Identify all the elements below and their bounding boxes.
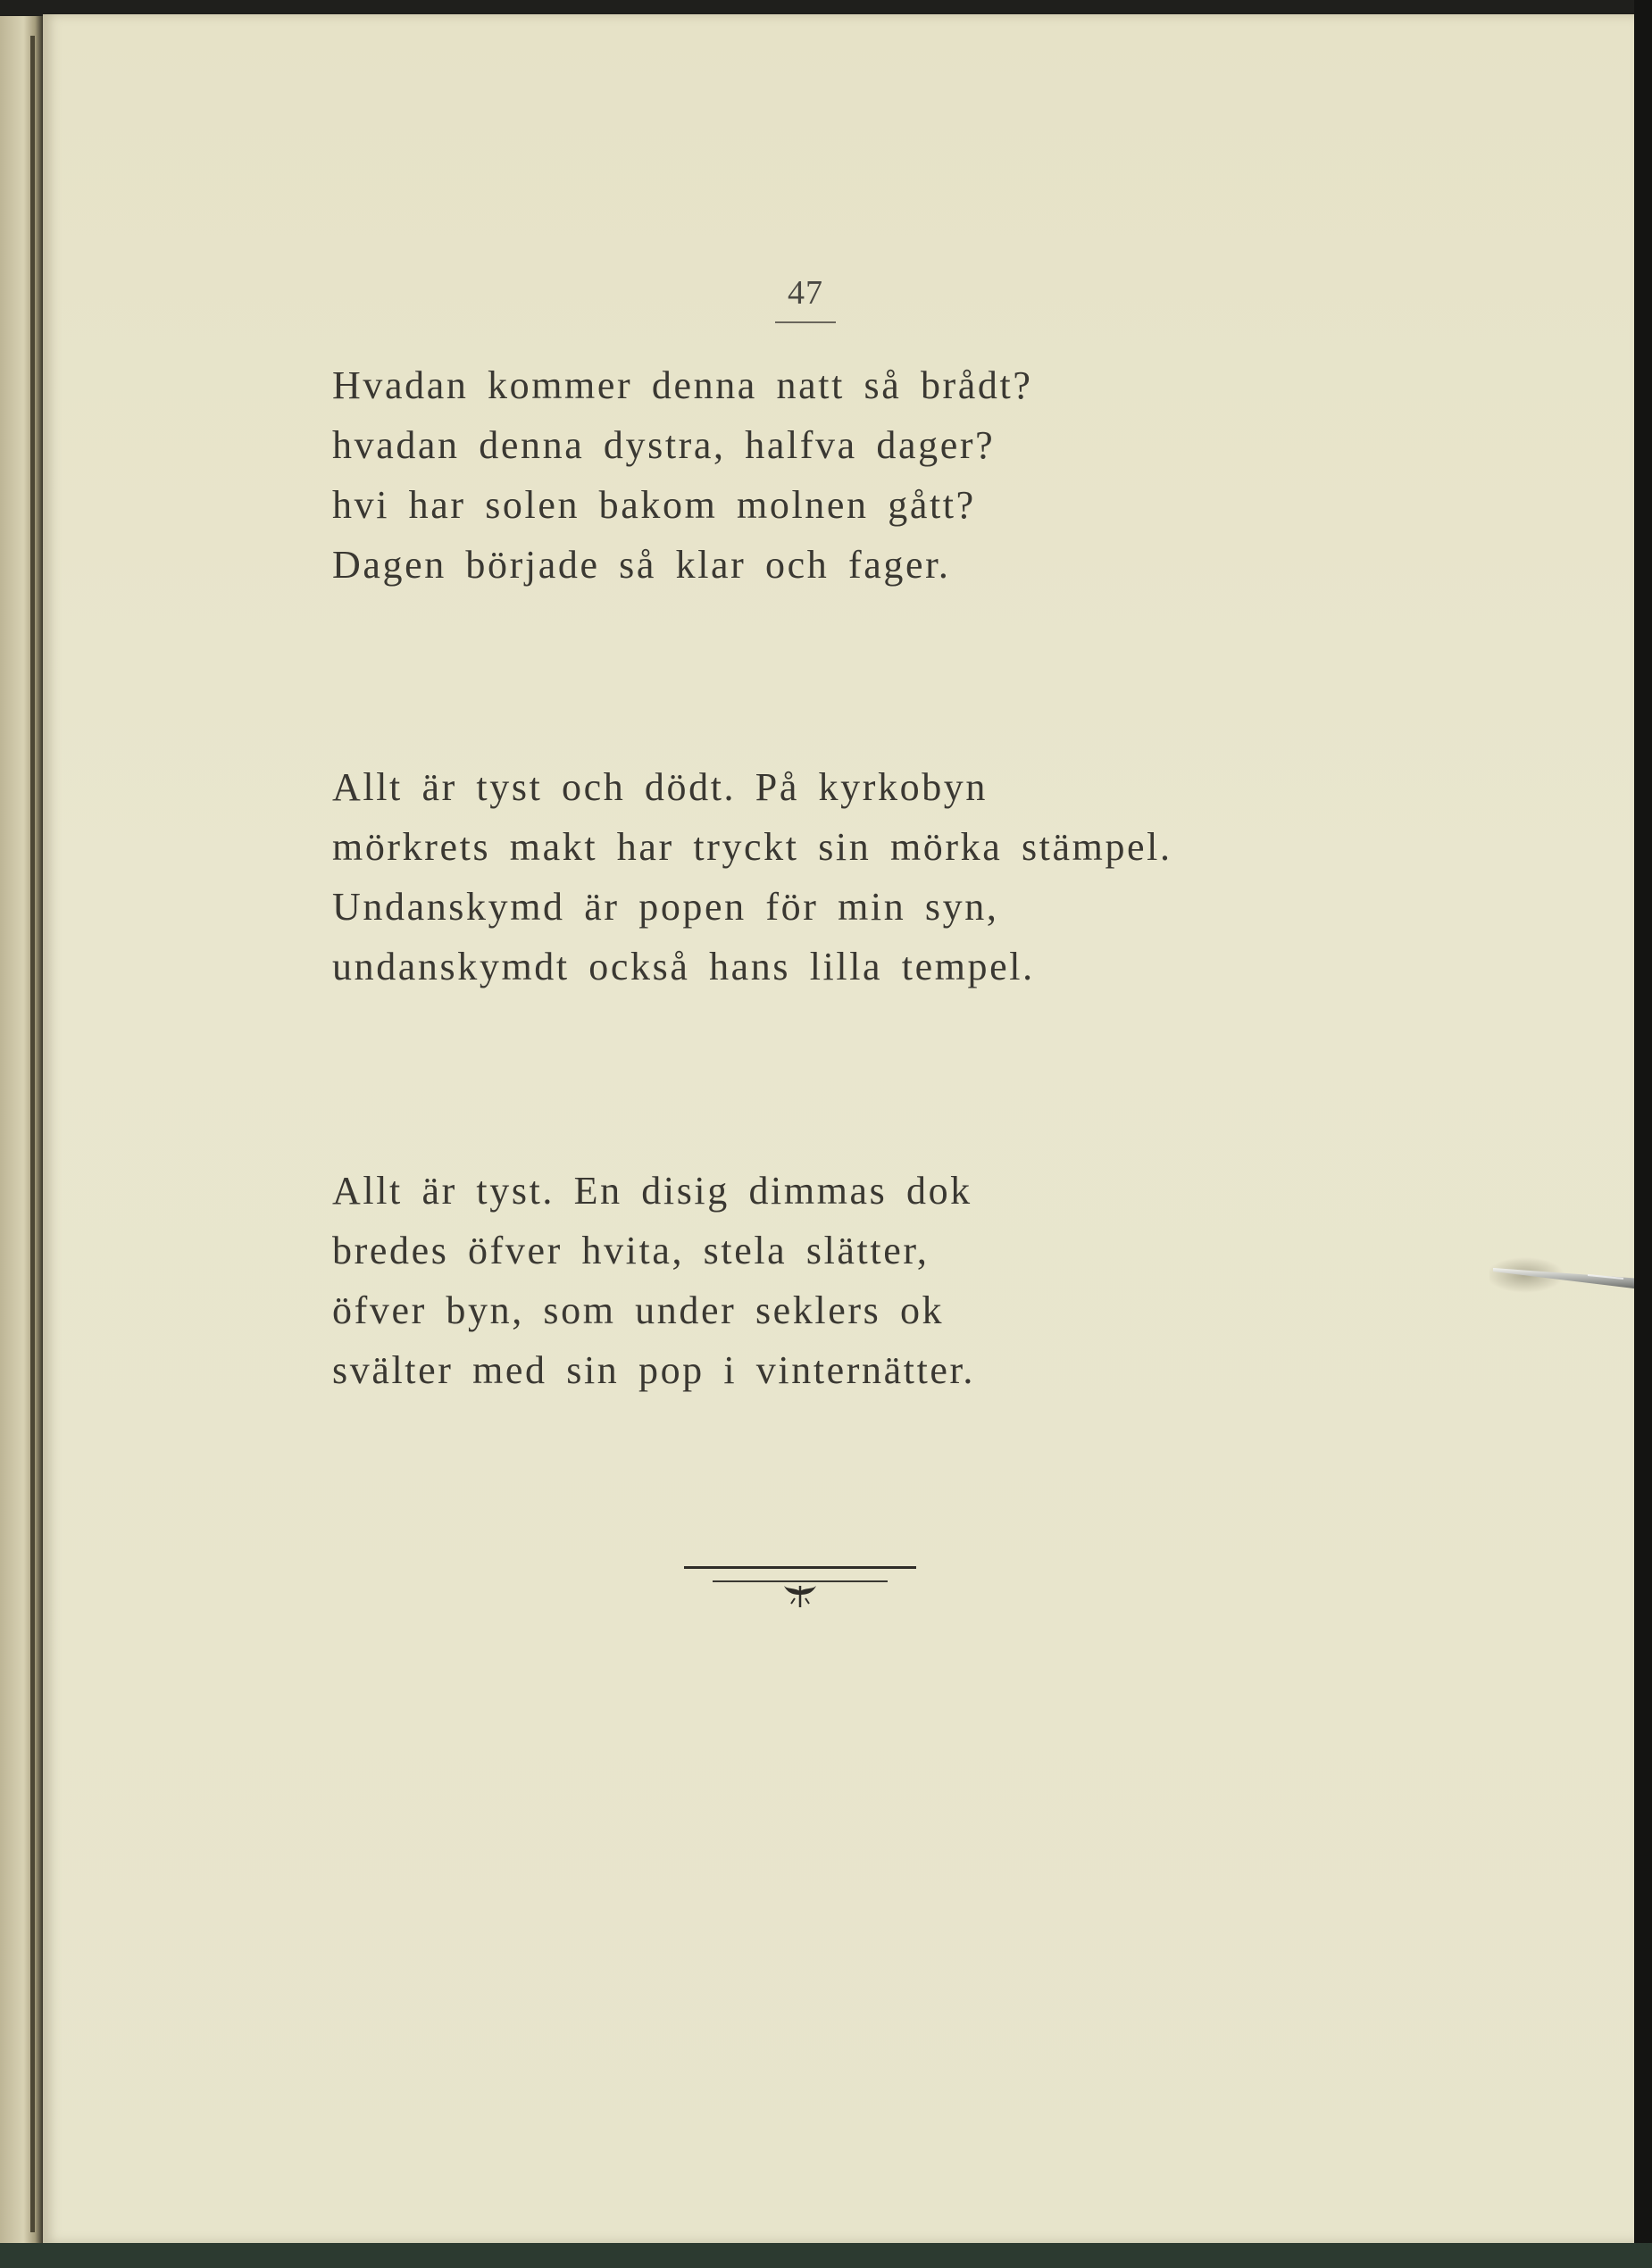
metal-pointer-icon [1489, 1248, 1652, 1298]
verse-line: hvadan denna dystra, halfva dager? [332, 423, 996, 467]
stanza-2 [332, 757, 1172, 996]
verse-line: bredes öfver hvita, stela slätter, [332, 1229, 930, 1272]
verse-line: Allt är tyst och dödt. På kyrkobyn [332, 765, 989, 809]
verse-line: hvi har solen bakom molnen gått? [332, 483, 976, 527]
ornament-rule-top [684, 1566, 916, 1569]
end-ornament [684, 1563, 916, 1616]
book-gutter [30, 36, 35, 2232]
verse-line: mörkrets makt har tryckt sin mörka stämpel. [332, 825, 1172, 869]
stanza-1 [332, 355, 1033, 595]
verse-line: Undanskymd är popen för min syn, [332, 885, 999, 929]
page-number: 47 [788, 274, 823, 312]
verse-line: öfver byn, som under seklers ok [332, 1288, 945, 1332]
verse-line: Allt är tyst. En disig dimmas dok [332, 1169, 972, 1213]
verse-line: Hvadan kommer denna natt så brådt? [332, 363, 1033, 407]
page-number-rule [775, 321, 836, 323]
stanza-3 [332, 1161, 975, 1400]
verse-line: svälter med sin pop i vinternätter. [332, 1348, 975, 1392]
dark-edge-right [1634, 0, 1652, 2268]
fleuron-ornament-icon [775, 1582, 825, 1609]
verse-line: undanskymdt också hans lilla tempel. [332, 945, 1035, 988]
verse-line: Dagen började så klar och fager. [332, 543, 951, 587]
dark-edge-bottom [0, 2243, 1652, 2268]
book-page [43, 14, 1634, 2243]
book-left-margin [0, 16, 43, 2248]
